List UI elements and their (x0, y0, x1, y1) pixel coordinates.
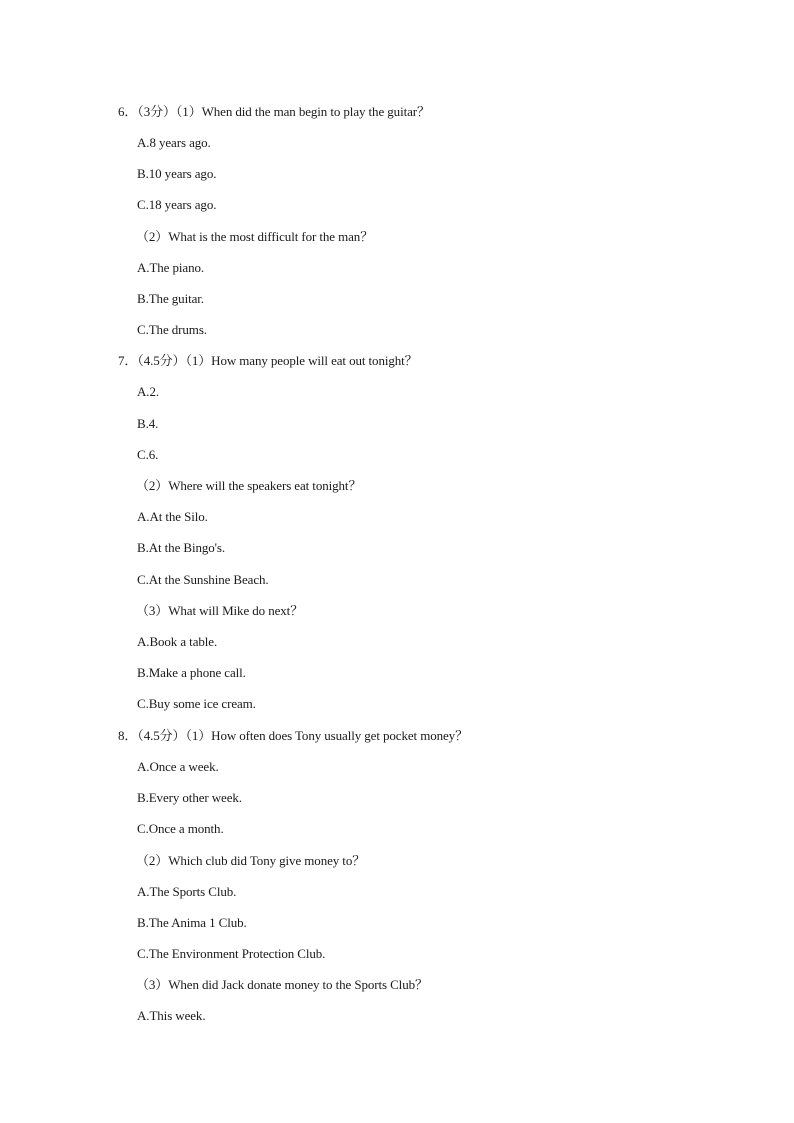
q8-3-stem: （3）When did Jack donate money to the Sports Club？ (136, 977, 428, 992)
q7-3-option-c: C.Buy some ice cream. (137, 696, 256, 711)
q7-3-option-a: A.Book a table. (137, 634, 218, 649)
q6-2-stem: （2）What is the most difficult for the man？ (136, 229, 374, 244)
q8-3-option-a: A.This week. (137, 1008, 206, 1023)
q8-2-option-a: A.The Sports Club. (137, 884, 237, 899)
q7-3-stem: （3）What will Mike do next？ (136, 603, 304, 618)
q7-2-option-b: B.At the Bingo's. (137, 540, 226, 555)
q6-2-option-a: A.The piano. (137, 260, 205, 275)
question-6-header: 6．（3分）（1）When did the man begin to play the guitar？ (118, 104, 430, 119)
q7-3-option-b: B.Make a phone call. (137, 665, 246, 680)
q6-2-option-b: B.The guitar. (137, 291, 204, 306)
question-7-header: 7．（4.5分）（1）How many people will eat out tonight？ (118, 353, 418, 368)
q7-2-stem: （2）Where will the speakers eat tonight？ (136, 478, 362, 493)
q8-2-option-b: B.The Anima 1 Club. (137, 915, 247, 930)
q6-1-option-c: C.18 years ago. (137, 197, 217, 212)
q7-1-option-b: B.4. (137, 416, 159, 431)
q7-2-option-c: C.At the Sunshine Beach. (137, 572, 269, 587)
q8-2-option-c: C.The Environment Protection Club. (137, 946, 326, 961)
q6-1-option-a: A.8 years ago. (137, 135, 211, 150)
q7-2-option-a: A.At the Silo. (137, 509, 208, 524)
q7-1-option-c: C.6. (137, 447, 159, 462)
q8-1-option-a: A.Once a week. (137, 759, 219, 774)
q6-2-option-c: C.The drums. (137, 322, 207, 337)
question-8-header: 8．（4.5分）（1）How often does Tony usually get pocket money？ (118, 728, 468, 743)
q6-1-option-b: B.10 years ago. (137, 166, 217, 181)
q8-1-option-c: C.Once a month. (137, 821, 224, 836)
q7-1-option-a: A.2. (137, 384, 159, 399)
q8-1-option-b: B.Every other week. (137, 790, 242, 805)
q8-2-stem: （2）Which club did Tony give money to？ (136, 853, 366, 868)
